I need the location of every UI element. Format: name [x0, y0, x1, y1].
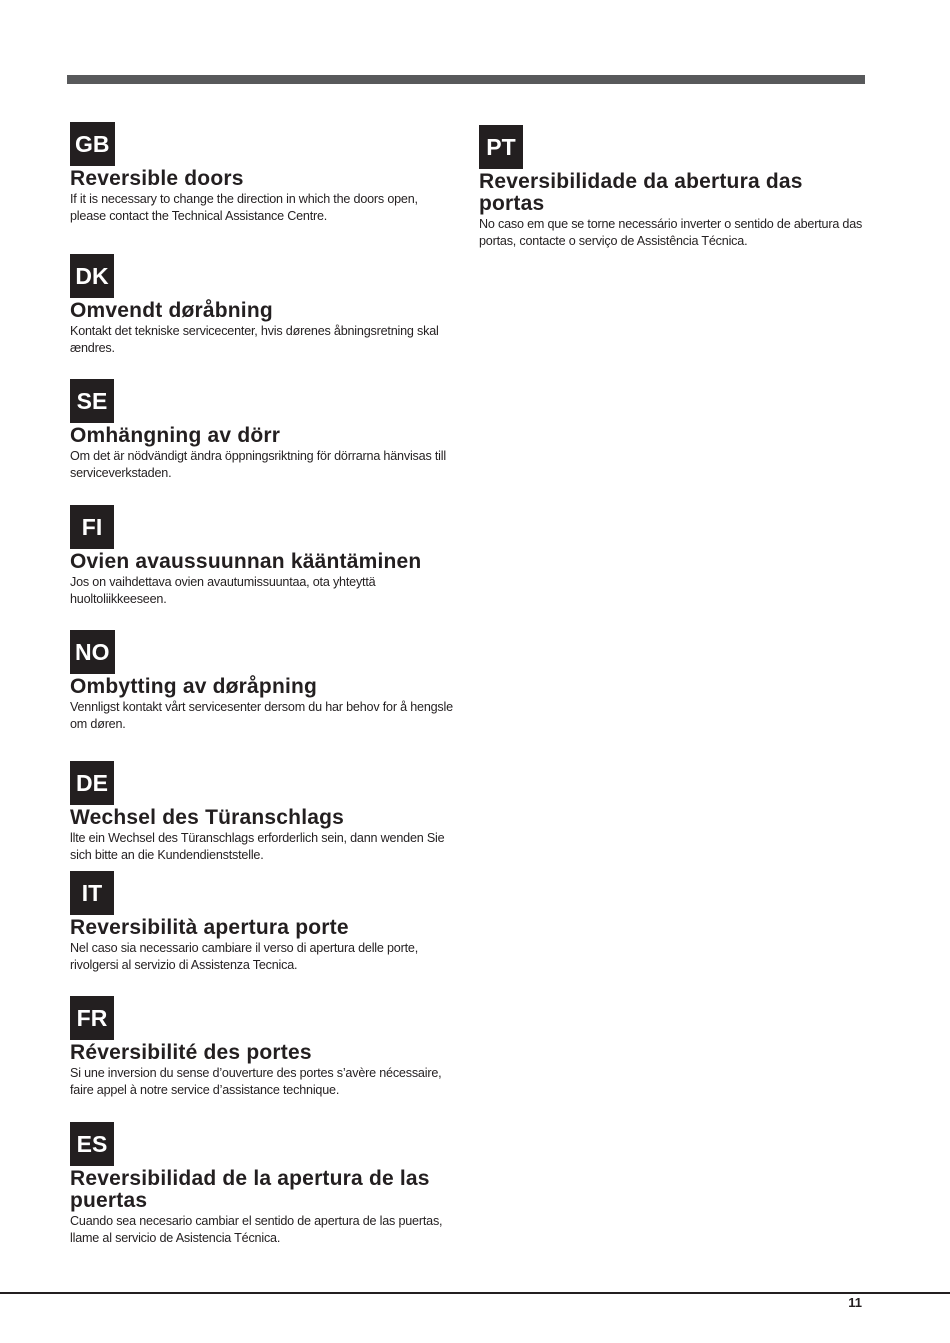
- section-title-se: Omhängning av dörr: [70, 424, 281, 447]
- language-badge-se: SE: [70, 379, 114, 423]
- section-text-de: llte ein Wechsel des Türanschlags erforderlich sein, dann wenden Sie sich bitte an die Kundendienststelle.: [70, 831, 445, 862]
- section-text-pt: No caso em que se torne necessário inverter o sentido de abertura das portas, contacte o serviço de Assistência Técnica.: [479, 217, 863, 248]
- section-pt: [479, 125, 864, 249]
- language-badge-es: ES: [70, 1122, 114, 1166]
- language-badge-fr: FR: [70, 996, 114, 1040]
- language-badge-de: DE: [70, 761, 114, 805]
- section-de: [70, 761, 455, 863]
- language-badge-it: IT: [70, 871, 114, 915]
- section-text-es: Cuando sea necesario cambiar el sentido de apertura de las puertas, llame al servicio de Asistencia Técnica.: [70, 1214, 443, 1245]
- section-it: [70, 871, 455, 973]
- section-dk: [70, 254, 455, 356]
- section-title-it: Reversibilità apertura porte: [70, 916, 349, 939]
- section-text-gb: If it is necessary to change the direction in which the doors open, please contact the Technical Assistance Centre.: [70, 192, 418, 223]
- section-no: [70, 630, 455, 732]
- language-badge-fi: FI: [70, 505, 114, 549]
- section-title-pt: Reversibilidade da abertura das portas: [479, 170, 803, 215]
- section-se: [70, 379, 455, 481]
- page-number: 11: [848, 1295, 862, 1310]
- top-divider-bar: [67, 75, 865, 84]
- section-title-fr: Réversibilité des portes: [70, 1041, 312, 1064]
- section-gb: [70, 122, 455, 224]
- section-title-dk: Omvendt døråbning: [70, 299, 273, 322]
- language-badge-dk: DK: [70, 254, 114, 298]
- language-badge-pt: PT: [479, 125, 523, 169]
- section-es: [70, 1122, 455, 1246]
- section-text-it: Nel caso sia necessario cambiare il verso di apertura delle porte, rivolgersi al servizio di Assistenza Tecnica.: [70, 941, 418, 972]
- section-text-dk: Kontakt det tekniske servicecenter, hvis dørenes åbningsretning skal ændres.: [70, 324, 439, 355]
- section-fi: [70, 505, 455, 607]
- section-text-fi: Jos on vaihdettava ovien avautumissuuntaa, ota yhteyttä huoltoliikkeeseen.: [70, 575, 376, 606]
- section-text-fr: Si une inversion du sense d’ouverture des portes s’avère nécessaire, faire appel à notre service d’assistance technique.: [70, 1066, 442, 1097]
- section-fr: [70, 996, 455, 1098]
- section-title-de: Wechsel des Türanschlags: [70, 806, 345, 829]
- language-badge-no: NO: [70, 630, 115, 674]
- section-title-no: Ombytting av døråpning: [70, 675, 318, 698]
- footer-rule: [0, 1292, 950, 1294]
- section-title-es: Reversibilidad de la apertura de las puertas: [70, 1167, 430, 1212]
- language-badge-gb: GB: [70, 122, 115, 166]
- section-title-fi: Ovien avaussuunnan kääntäminen: [70, 550, 422, 573]
- section-title-gb: Reversible doors: [70, 167, 244, 190]
- section-text-no: Vennligst kontakt vårt servicesenter dersom du har behov for å hengsle om døren.: [70, 700, 453, 731]
- section-text-se: Om det är nödvändigt ändra öppningsriktning för dörrarna hänvisas till serviceverkstaden.: [70, 449, 446, 480]
